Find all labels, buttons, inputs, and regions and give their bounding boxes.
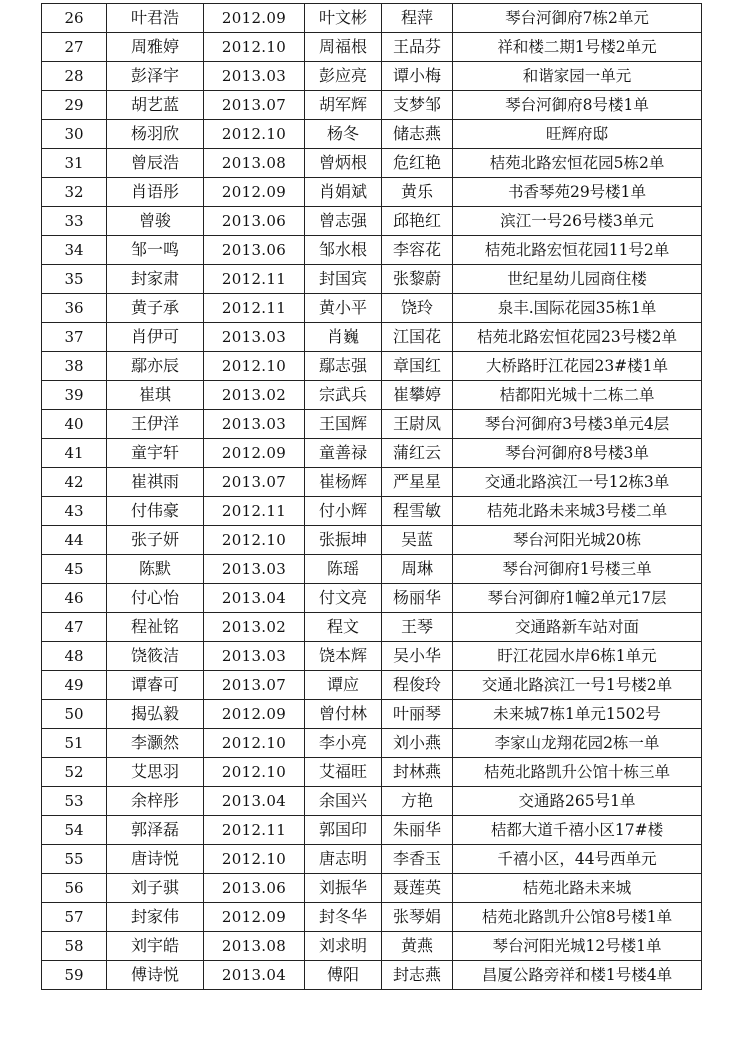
address-cell: 交通路265号1单 bbox=[453, 787, 702, 816]
mother-name-cell: 刘小燕 bbox=[382, 729, 453, 758]
birth-date-cell: 2013.04 bbox=[204, 584, 305, 613]
mother-name-cell: 王尉凤 bbox=[382, 410, 453, 439]
mother-name-cell: 王琴 bbox=[382, 613, 453, 642]
father-name-cell: 童善禄 bbox=[305, 439, 382, 468]
mother-name-cell: 吴蓝 bbox=[382, 526, 453, 555]
address-cell: 交通北路滨江一号1号楼2单 bbox=[453, 671, 702, 700]
birth-date-cell: 2012.10 bbox=[204, 352, 305, 381]
table-row bbox=[42, 903, 702, 932]
student-name-cell: 彭泽宇 bbox=[107, 62, 204, 91]
student-name-cell: 傅诗悦 bbox=[107, 961, 204, 990]
birth-date-cell: 2013.03 bbox=[204, 323, 305, 352]
row-number-cell: 35 bbox=[42, 265, 107, 294]
row-number-cell: 59 bbox=[42, 961, 107, 990]
address-cell: 琴台河御府1幢2单元17层 bbox=[453, 584, 702, 613]
father-name-cell: 崔杨辉 bbox=[305, 468, 382, 497]
row-number-cell: 32 bbox=[42, 178, 107, 207]
mother-name-cell: 蒲红云 bbox=[382, 439, 453, 468]
table-row bbox=[42, 120, 702, 149]
birth-date-cell: 2012.11 bbox=[204, 294, 305, 323]
father-name-cell: 周福根 bbox=[305, 33, 382, 62]
mother-name-cell: 程萍 bbox=[382, 4, 453, 33]
birth-date-cell: 2012.09 bbox=[204, 903, 305, 932]
address-cell: 琴台河御府7栋2单元 bbox=[453, 4, 702, 33]
birth-date-cell: 2013.08 bbox=[204, 932, 305, 961]
student-name-cell: 童宇轩 bbox=[107, 439, 204, 468]
mother-name-cell: 王品芬 bbox=[382, 33, 453, 62]
father-name-cell: 宗武兵 bbox=[305, 381, 382, 410]
table-row bbox=[42, 932, 702, 961]
birth-date-cell: 2013.04 bbox=[204, 961, 305, 990]
student-name-cell: 饶筱洁 bbox=[107, 642, 204, 671]
mother-name-cell: 张琴娟 bbox=[382, 903, 453, 932]
mother-name-cell: 方艳 bbox=[382, 787, 453, 816]
student-name-cell: 曾辰浩 bbox=[107, 149, 204, 178]
table-row bbox=[42, 410, 702, 439]
student-name-cell: 李灏然 bbox=[107, 729, 204, 758]
address-cell: 世纪星幼儿园商住楼 bbox=[453, 265, 702, 294]
row-number-cell: 36 bbox=[42, 294, 107, 323]
table-row bbox=[42, 584, 702, 613]
mother-name-cell: 程雪敏 bbox=[382, 497, 453, 526]
birth-date-cell: 2013.06 bbox=[204, 236, 305, 265]
student-name-cell: 黄子承 bbox=[107, 294, 204, 323]
row-number-cell: 49 bbox=[42, 671, 107, 700]
table-row bbox=[42, 4, 702, 33]
student-name-cell: 叶君浩 bbox=[107, 4, 204, 33]
table-row bbox=[42, 758, 702, 787]
student-name-cell: 鄢亦辰 bbox=[107, 352, 204, 381]
row-number-cell: 56 bbox=[42, 874, 107, 903]
address-cell: 滨江一号26号楼3单元 bbox=[453, 207, 702, 236]
mother-name-cell: 储志燕 bbox=[382, 120, 453, 149]
mother-name-cell: 程俊玲 bbox=[382, 671, 453, 700]
student-name-cell: 周雅婷 bbox=[107, 33, 204, 62]
table-row bbox=[42, 91, 702, 120]
row-number-cell: 51 bbox=[42, 729, 107, 758]
student-name-cell: 揭弘毅 bbox=[107, 700, 204, 729]
row-number-cell: 54 bbox=[42, 816, 107, 845]
address-cell: 桔苑北路宏恒花园23号楼2单 bbox=[453, 323, 702, 352]
table-row bbox=[42, 381, 702, 410]
birth-date-cell: 2012.11 bbox=[204, 265, 305, 294]
mother-name-cell: 谭小梅 bbox=[382, 62, 453, 91]
row-number-cell: 38 bbox=[42, 352, 107, 381]
address-cell: 琴台河阳光城20栋 bbox=[453, 526, 702, 555]
birth-date-cell: 2013.03 bbox=[204, 555, 305, 584]
row-number-cell: 29 bbox=[42, 91, 107, 120]
row-number-cell: 26 bbox=[42, 4, 107, 33]
father-name-cell: 曾志强 bbox=[305, 207, 382, 236]
table-row bbox=[42, 845, 702, 874]
table-row bbox=[42, 787, 702, 816]
row-number-cell: 41 bbox=[42, 439, 107, 468]
table-row bbox=[42, 613, 702, 642]
row-number-cell: 42 bbox=[42, 468, 107, 497]
mother-name-cell: 江国花 bbox=[382, 323, 453, 352]
row-number-cell: 55 bbox=[42, 845, 107, 874]
birth-date-cell: 2012.09 bbox=[204, 178, 305, 207]
father-name-cell: 程文 bbox=[305, 613, 382, 642]
mother-name-cell: 聂莲英 bbox=[382, 874, 453, 903]
table-row bbox=[42, 555, 702, 584]
mother-name-cell: 支梦邹 bbox=[382, 91, 453, 120]
student-name-cell: 王伊洋 bbox=[107, 410, 204, 439]
roster-body bbox=[42, 4, 702, 990]
mother-name-cell: 周琳 bbox=[382, 555, 453, 584]
address-cell: 未来城7栋1单元1502号 bbox=[453, 700, 702, 729]
student-name-cell: 封家肃 bbox=[107, 265, 204, 294]
address-cell: 泉丰.国际花园35栋1单 bbox=[453, 294, 702, 323]
row-number-cell: 39 bbox=[42, 381, 107, 410]
father-name-cell: 谭应 bbox=[305, 671, 382, 700]
mother-name-cell: 李香玉 bbox=[382, 845, 453, 874]
address-cell: 昌厦公路旁祥和楼1号楼4单 bbox=[453, 961, 702, 990]
father-name-cell: 封国宾 bbox=[305, 265, 382, 294]
birth-date-cell: 2013.02 bbox=[204, 381, 305, 410]
table-row bbox=[42, 729, 702, 758]
row-number-cell: 57 bbox=[42, 903, 107, 932]
student-name-cell: 余梓彤 bbox=[107, 787, 204, 816]
father-name-cell: 唐志明 bbox=[305, 845, 382, 874]
father-name-cell: 付小辉 bbox=[305, 497, 382, 526]
father-name-cell: 杨冬 bbox=[305, 120, 382, 149]
birth-date-cell: 2012.10 bbox=[204, 526, 305, 555]
father-name-cell: 胡军辉 bbox=[305, 91, 382, 120]
table-row bbox=[42, 816, 702, 845]
birth-date-cell: 2012.09 bbox=[204, 700, 305, 729]
address-cell: 交通路新车站对面 bbox=[453, 613, 702, 642]
address-cell: 千禧小区，44号西单元 bbox=[453, 845, 702, 874]
father-name-cell: 彭应亮 bbox=[305, 62, 382, 91]
student-name-cell: 胡艺蓝 bbox=[107, 91, 204, 120]
table-row bbox=[42, 439, 702, 468]
row-number-cell: 58 bbox=[42, 932, 107, 961]
address-cell: 琴台河御府8号楼1单 bbox=[453, 91, 702, 120]
address-cell: 桔苑北路未来城3号楼二单 bbox=[453, 497, 702, 526]
address-cell: 桔苑北路宏恒花园5栋2单 bbox=[453, 149, 702, 178]
address-cell: 书香琴苑29号楼1单 bbox=[453, 178, 702, 207]
row-number-cell: 27 bbox=[42, 33, 107, 62]
row-number-cell: 33 bbox=[42, 207, 107, 236]
father-name-cell: 鄢志强 bbox=[305, 352, 382, 381]
row-number-cell: 45 bbox=[42, 555, 107, 584]
father-name-cell: 刘求明 bbox=[305, 932, 382, 961]
father-name-cell: 郭国印 bbox=[305, 816, 382, 845]
birth-date-cell: 2013.03 bbox=[204, 642, 305, 671]
table-row bbox=[42, 526, 702, 555]
student-name-cell: 刘子骐 bbox=[107, 874, 204, 903]
mother-name-cell: 封志燕 bbox=[382, 961, 453, 990]
birth-date-cell: 2013.07 bbox=[204, 91, 305, 120]
table-row bbox=[42, 294, 702, 323]
father-name-cell: 李小亮 bbox=[305, 729, 382, 758]
mother-name-cell: 黄燕 bbox=[382, 932, 453, 961]
table-row bbox=[42, 642, 702, 671]
student-name-cell: 邹一鸣 bbox=[107, 236, 204, 265]
father-name-cell: 黄小平 bbox=[305, 294, 382, 323]
mother-name-cell: 李容花 bbox=[382, 236, 453, 265]
birth-date-cell: 2013.04 bbox=[204, 787, 305, 816]
birth-date-cell: 2013.07 bbox=[204, 468, 305, 497]
student-name-cell: 肖语彤 bbox=[107, 178, 204, 207]
address-cell: 琴台河阳光城12号楼1单 bbox=[453, 932, 702, 961]
mother-name-cell: 饶玲 bbox=[382, 294, 453, 323]
address-cell: 桔苑北路凯升公馆十栋三单 bbox=[453, 758, 702, 787]
birth-date-cell: 2012.09 bbox=[204, 4, 305, 33]
table-row bbox=[42, 671, 702, 700]
row-number-cell: 46 bbox=[42, 584, 107, 613]
father-name-cell: 艾福旺 bbox=[305, 758, 382, 787]
table-row bbox=[42, 33, 702, 62]
father-name-cell: 张振坤 bbox=[305, 526, 382, 555]
student-name-cell: 程祉铭 bbox=[107, 613, 204, 642]
row-number-cell: 34 bbox=[42, 236, 107, 265]
birth-date-cell: 2012.09 bbox=[204, 439, 305, 468]
birth-date-cell: 2012.10 bbox=[204, 33, 305, 62]
student-name-cell: 封家伟 bbox=[107, 903, 204, 932]
student-name-cell: 唐诗悦 bbox=[107, 845, 204, 874]
student-name-cell: 曾骏 bbox=[107, 207, 204, 236]
row-number-cell: 28 bbox=[42, 62, 107, 91]
address-cell: 交通北路滨江一号12栋3单 bbox=[453, 468, 702, 497]
mother-name-cell: 朱丽华 bbox=[382, 816, 453, 845]
table-row bbox=[42, 207, 702, 236]
row-number-cell: 40 bbox=[42, 410, 107, 439]
address-cell: 旺辉府邸 bbox=[453, 120, 702, 149]
father-name-cell: 饶本辉 bbox=[305, 642, 382, 671]
birth-date-cell: 2012.11 bbox=[204, 497, 305, 526]
address-cell: 琴台河御府8号楼3单 bbox=[453, 439, 702, 468]
birth-date-cell: 2012.10 bbox=[204, 729, 305, 758]
father-name-cell: 付文亮 bbox=[305, 584, 382, 613]
father-name-cell: 邹水根 bbox=[305, 236, 382, 265]
birth-date-cell: 2013.06 bbox=[204, 874, 305, 903]
student-name-cell: 陈默 bbox=[107, 555, 204, 584]
student-name-cell: 崔祺雨 bbox=[107, 468, 204, 497]
father-name-cell: 余国兴 bbox=[305, 787, 382, 816]
table-row bbox=[42, 961, 702, 990]
father-name-cell: 曾付林 bbox=[305, 700, 382, 729]
address-cell: 桔苑北路未来城 bbox=[453, 874, 702, 903]
student-name-cell: 郭泽磊 bbox=[107, 816, 204, 845]
address-cell: 大桥路盱江花园23#楼1单 bbox=[453, 352, 702, 381]
mother-name-cell: 邱艳红 bbox=[382, 207, 453, 236]
address-cell: 琴台河御府3号楼3单元4层 bbox=[453, 410, 702, 439]
father-name-cell: 陈瑶 bbox=[305, 555, 382, 584]
row-number-cell: 50 bbox=[42, 700, 107, 729]
mother-name-cell: 杨丽华 bbox=[382, 584, 453, 613]
birth-date-cell: 2012.10 bbox=[204, 758, 305, 787]
father-name-cell: 封冬华 bbox=[305, 903, 382, 932]
table-row bbox=[42, 352, 702, 381]
table-row bbox=[42, 178, 702, 207]
address-cell: 桔都阳光城十二栋二单 bbox=[453, 381, 702, 410]
table-row bbox=[42, 265, 702, 294]
birth-date-cell: 2013.03 bbox=[204, 410, 305, 439]
mother-name-cell: 吴小华 bbox=[382, 642, 453, 671]
student-name-cell: 艾思羽 bbox=[107, 758, 204, 787]
row-number-cell: 48 bbox=[42, 642, 107, 671]
row-number-cell: 44 bbox=[42, 526, 107, 555]
father-name-cell: 叶文彬 bbox=[305, 4, 382, 33]
mother-name-cell: 张黎蔚 bbox=[382, 265, 453, 294]
table-row bbox=[42, 236, 702, 265]
address-cell: 桔苑北路凯升公馆8号楼1单 bbox=[453, 903, 702, 932]
row-number-cell: 53 bbox=[42, 787, 107, 816]
birth-date-cell: 2012.10 bbox=[204, 845, 305, 874]
address-cell: 桔都大道千禧小区17#楼 bbox=[453, 816, 702, 845]
mother-name-cell: 黄乐 bbox=[382, 178, 453, 207]
father-name-cell: 肖巍 bbox=[305, 323, 382, 352]
birth-date-cell: 2012.11 bbox=[204, 816, 305, 845]
mother-name-cell: 危红艳 bbox=[382, 149, 453, 178]
birth-date-cell: 2013.08 bbox=[204, 149, 305, 178]
row-number-cell: 52 bbox=[42, 758, 107, 787]
father-name-cell: 肖娟斌 bbox=[305, 178, 382, 207]
address-cell: 桔苑北路宏恒花园11号2单 bbox=[453, 236, 702, 265]
student-name-cell: 张子妍 bbox=[107, 526, 204, 555]
mother-name-cell: 崔攀婷 bbox=[382, 381, 453, 410]
table-row bbox=[42, 874, 702, 903]
birth-date-cell: 2013.02 bbox=[204, 613, 305, 642]
mother-name-cell: 章国红 bbox=[382, 352, 453, 381]
row-number-cell: 43 bbox=[42, 497, 107, 526]
student-name-cell: 肖伊可 bbox=[107, 323, 204, 352]
row-number-cell: 37 bbox=[42, 323, 107, 352]
table-row bbox=[42, 468, 702, 497]
table-row bbox=[42, 149, 702, 178]
table-row bbox=[42, 700, 702, 729]
student-name-cell: 杨羽欣 bbox=[107, 120, 204, 149]
row-number-cell: 47 bbox=[42, 613, 107, 642]
address-cell: 盱江花园水岸6栋1单元 bbox=[453, 642, 702, 671]
birth-date-cell: 2013.03 bbox=[204, 62, 305, 91]
mother-name-cell: 封林燕 bbox=[382, 758, 453, 787]
mother-name-cell: 严星星 bbox=[382, 468, 453, 497]
father-name-cell: 傅阳 bbox=[305, 961, 382, 990]
address-cell: 琴台河御府1号楼三单 bbox=[453, 555, 702, 584]
mother-name-cell: 叶丽琴 bbox=[382, 700, 453, 729]
table-row bbox=[42, 323, 702, 352]
birth-date-cell: 2013.07 bbox=[204, 671, 305, 700]
address-cell: 李家山龙翔花园2栋一单 bbox=[453, 729, 702, 758]
row-number-cell: 30 bbox=[42, 120, 107, 149]
father-name-cell: 王国辉 bbox=[305, 410, 382, 439]
birth-date-cell: 2013.06 bbox=[204, 207, 305, 236]
student-name-cell: 付伟豪 bbox=[107, 497, 204, 526]
student-name-cell: 刘宇皓 bbox=[107, 932, 204, 961]
student-name-cell: 付心怡 bbox=[107, 584, 204, 613]
table-row bbox=[42, 62, 702, 91]
father-name-cell: 曾炳根 bbox=[305, 149, 382, 178]
birth-date-cell: 2012.10 bbox=[204, 120, 305, 149]
student-name-cell: 崔琪 bbox=[107, 381, 204, 410]
father-name-cell: 刘振华 bbox=[305, 874, 382, 903]
table-row bbox=[42, 497, 702, 526]
roster-table bbox=[41, 3, 702, 990]
address-cell: 和谐家园一单元 bbox=[453, 62, 702, 91]
student-name-cell: 谭睿可 bbox=[107, 671, 204, 700]
row-number-cell: 31 bbox=[42, 149, 107, 178]
address-cell: 祥和楼二期1号楼2单元 bbox=[453, 33, 702, 62]
